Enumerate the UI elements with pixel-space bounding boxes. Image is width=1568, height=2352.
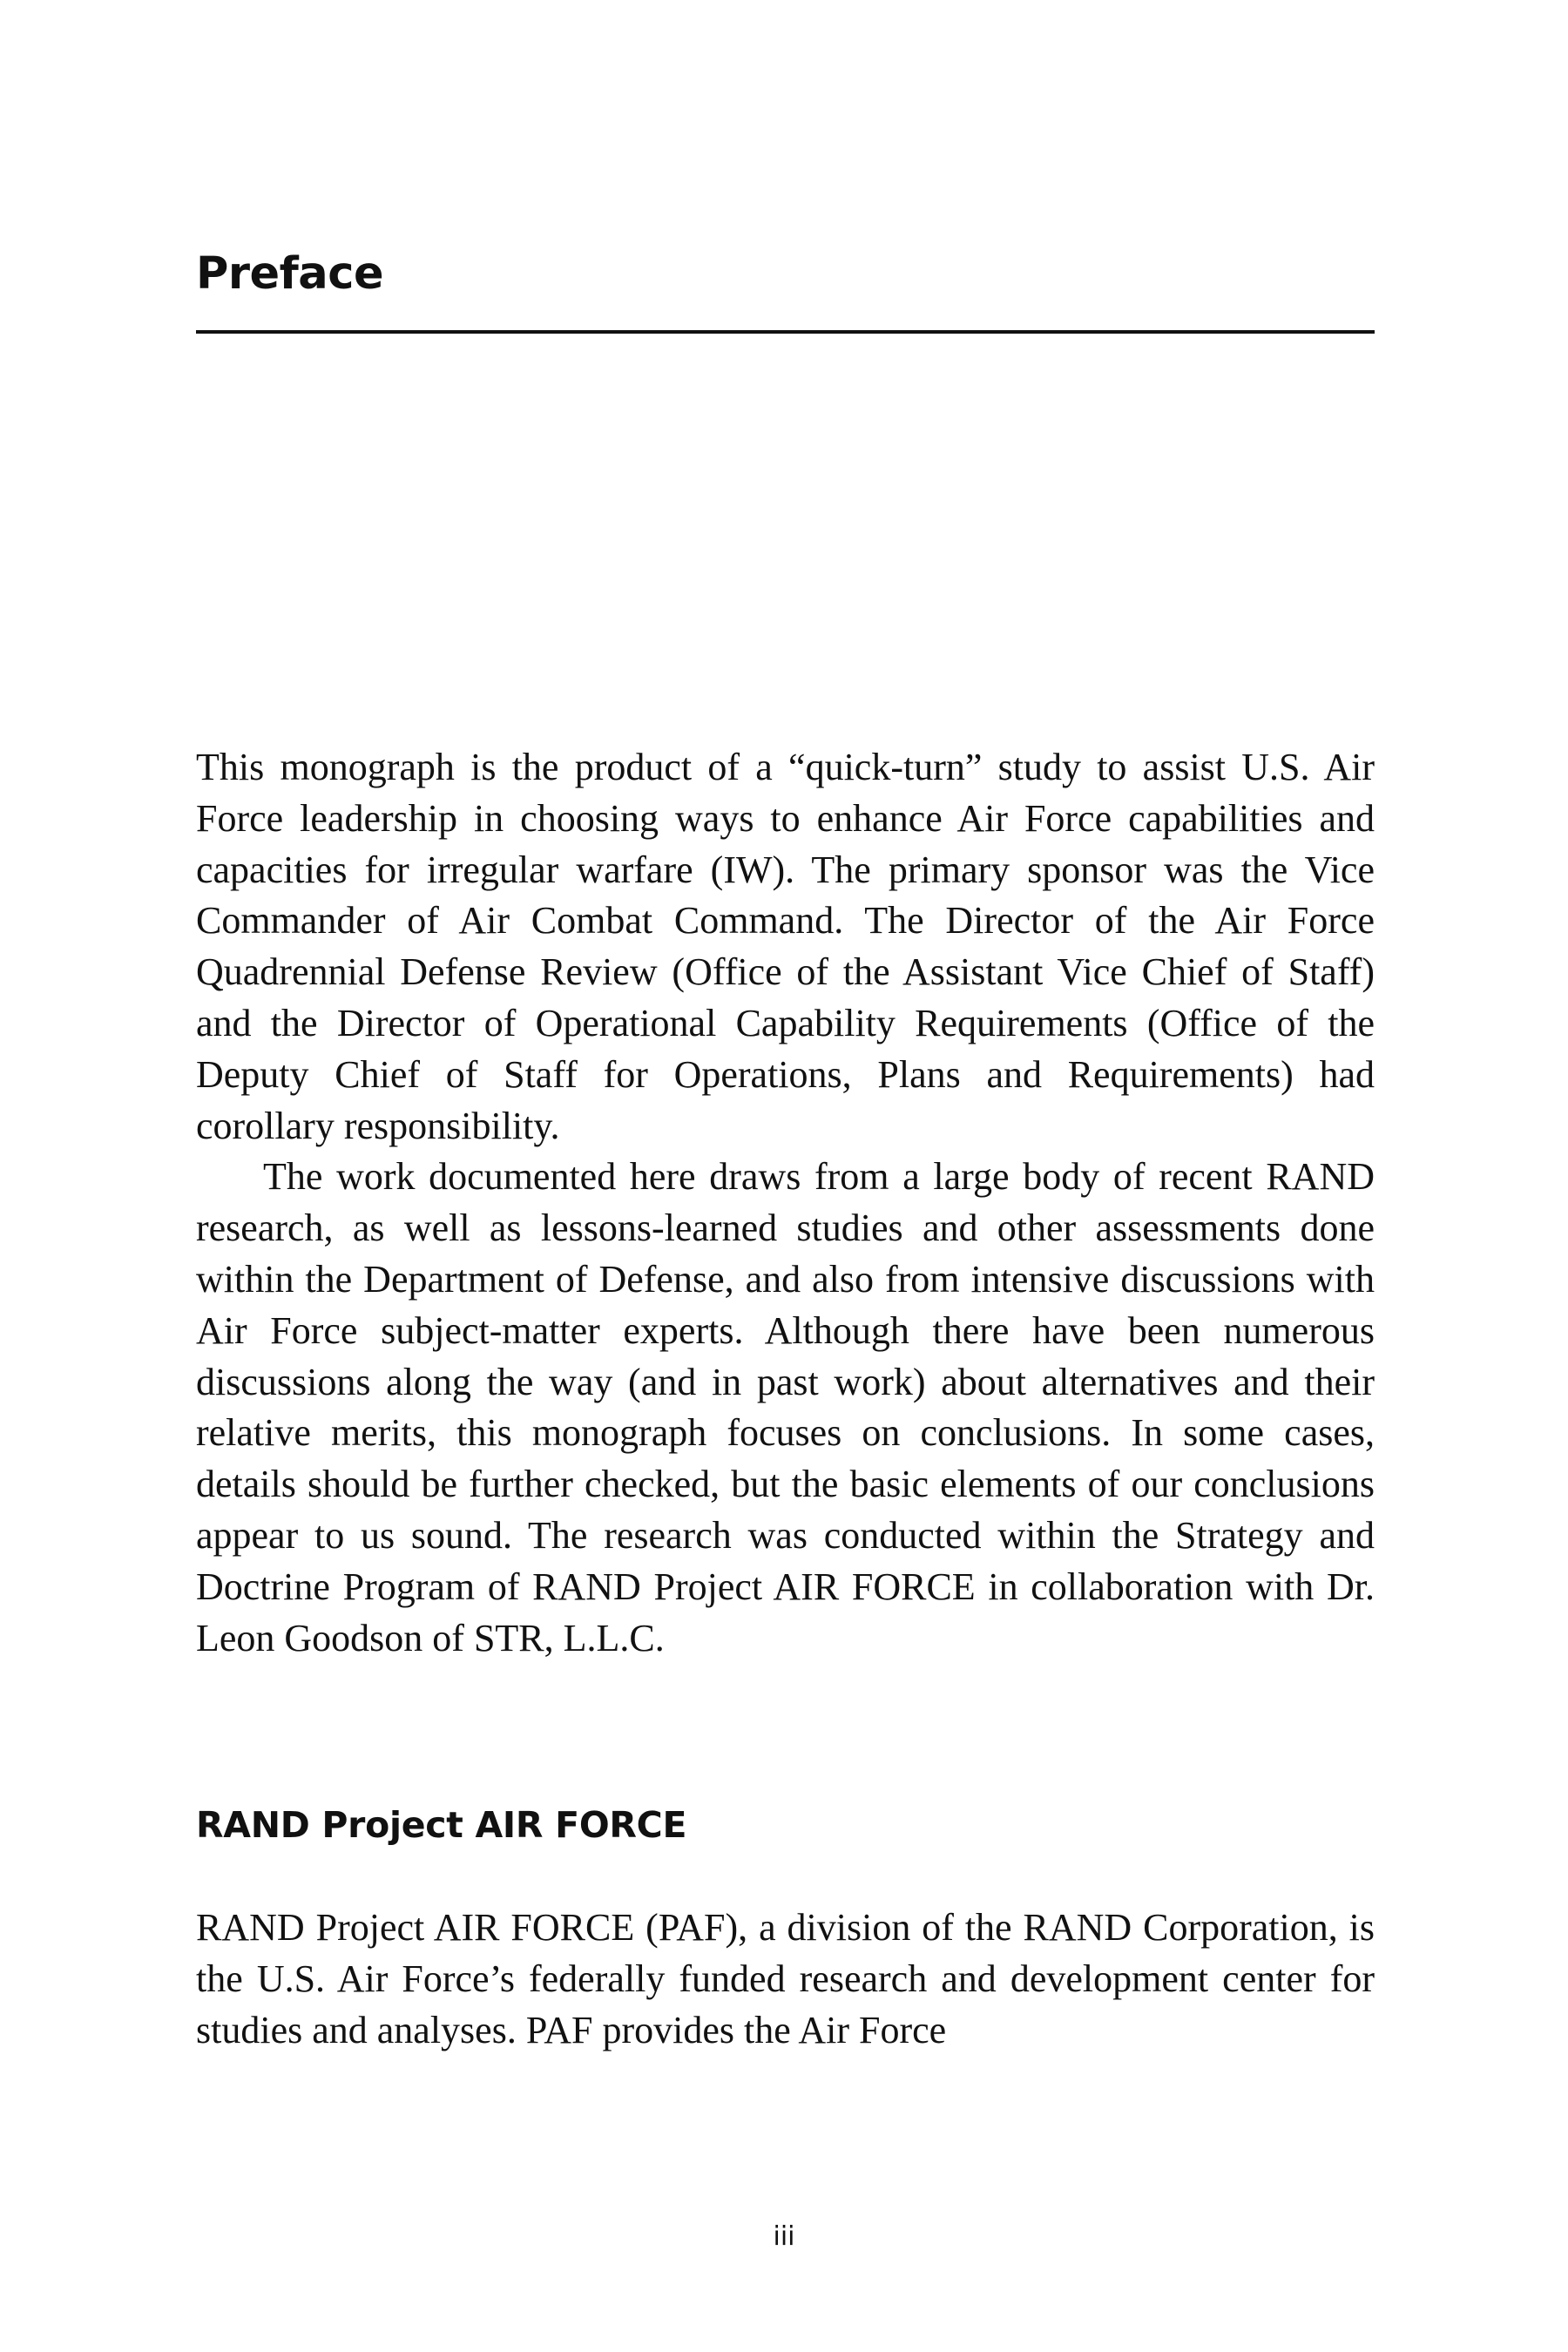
page-title: Preface xyxy=(196,248,384,300)
preface-body xyxy=(196,742,1375,1664)
section-body xyxy=(196,1903,1375,2056)
preface-paragraph-2: The work documented here draws from a large body of recent RAND research, as well as lessons-learned studies and other assessments done within the Department of Defense, and also from intensive discussions with Air Force subject-matter experts. Although there have been numerous discussions along the way (and in past work) about alternatives and their relative merits, this monograph focuses on conclusions. In some cases, details should be further checked, but the basic elements of our conclusions appear to us sound. The research was conducted within the Strategy and Doctrine Program of RAND Project AIR FORCE in collaboration with Dr. Leon Goodson of STR, L.L.C. xyxy=(196,1155,1375,1659)
section-heading: RAND Project AIR FORCE xyxy=(196,1804,687,1846)
title-divider xyxy=(196,330,1375,334)
preface-paragraph-1: This monograph is the product of a “quick-turn” study to assist U.S. Air Force leadership in choosing ways to enhance Air Force capabilities and capacities for irregular warfare (IW). The primary sponsor was the Vice Commander of Air Combat Command. The Director of the Air Force Quadrennial Defense Review (Office of the Assistant Vice Chief of Staff) and the Director of Operational Capability Requirements (Office of the Deputy Chief of Staff for Operations, Plans and Requirements) had corollary responsibility. xyxy=(196,746,1375,1147)
section-paragraph: RAND Project AIR FORCE (PAF), a division of the RAND Corporation, is the U.S. Air Force’s federally funded research and development center for studies and analyses. PAF provides the Air Force xyxy=(196,1906,1375,2051)
page-number: iii xyxy=(773,2221,795,2252)
